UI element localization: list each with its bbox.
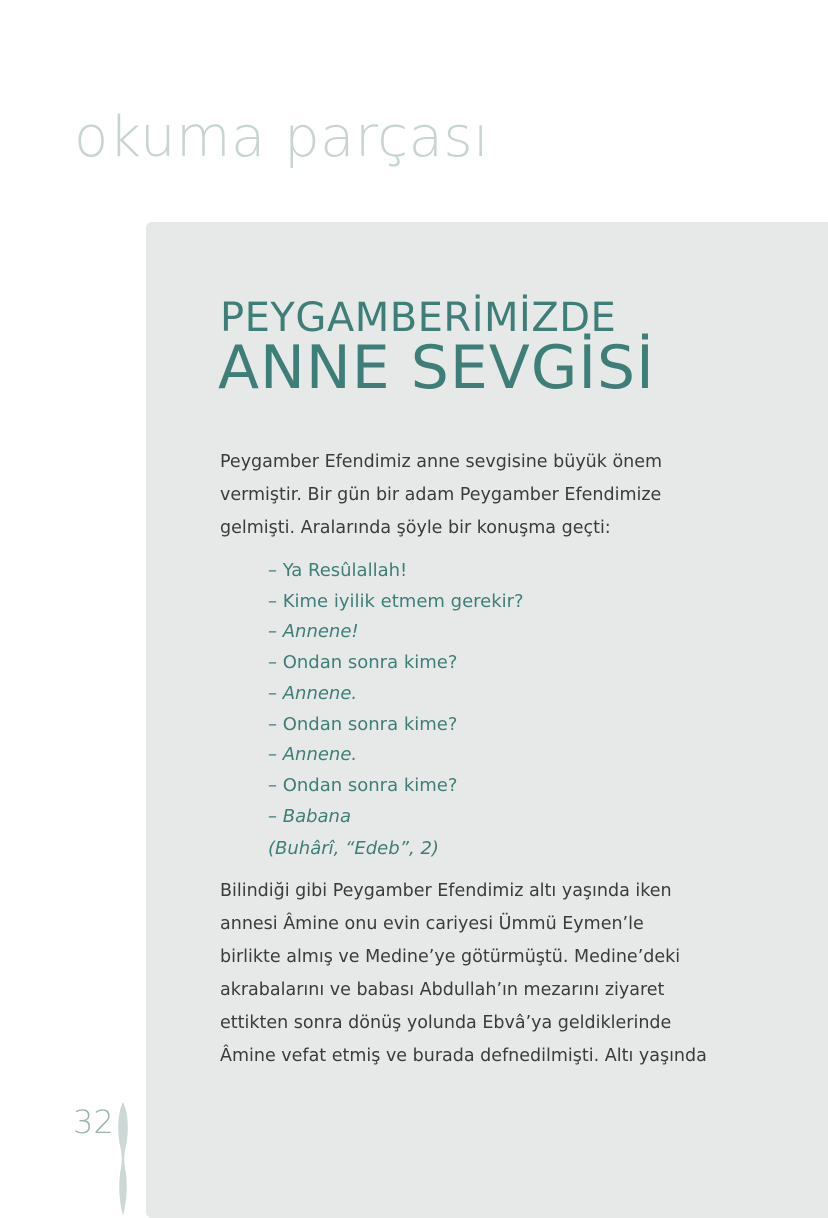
paragraph-line: birlikte almış ve Medine’ye götürmüştü. Medine’deki [220,947,681,967]
section-heading: okuma parçası [74,105,490,170]
dialogue-reply: – Annene. [268,682,358,704]
dialogue-line: – Ondan sonra kime? [268,652,458,674]
paragraph-line: ettikten sonra dönüş yolunda Ebvâ’ya geldiklerinde [220,1013,672,1033]
hadith-citation: (Buhârî, “Edeb”, 2) [268,838,439,859]
dialogue-reply: – Annene. [268,744,358,766]
dialogue-line: – Ondan sonra kime? [268,774,458,796]
paragraph-line: Peygamber Efendimiz anne sevgisine büyük önem [220,452,663,472]
paragraph-line: vermiştir. Bir gün bir adam Peygamber Efendimize [220,485,662,505]
paragraph-line: annesi Âmine onu evin cariyesi Ümmü Eymen’le [220,914,644,934]
dialogue-line: – Ya Resûlallah! [268,560,408,581]
dialogue-reply: – Babana [268,805,351,827]
dialogue-line: – Ondan sonra kime? [268,713,458,735]
story-paragraph [220,875,707,1073]
paragraph-line: Âmine vefat etmiş ve burada defnedilmişti. Altı yaşında [220,1046,707,1066]
paragraph-line: gelmişti. Aralarında şöyle bir konuşma geçti: [220,518,611,538]
paragraph-line: akrabalarını ve babası Abdullah’ın mezarını ziyaret [220,980,665,1000]
paragraph-line: Bilindiği gibi Peygamber Efendimiz altı yaşında iken [220,881,672,901]
intro-paragraph [220,446,700,545]
dialogue-reply: – Annene! [268,621,359,643]
title-line-1: PEYGAMBERİMİZDE [220,295,617,341]
page-ornament-icon [114,1100,132,1218]
title-line-2: ANNE SEVGİSİ [218,333,655,403]
dialogue-line: – Kime iyilik etmem gerekir? [268,590,524,612]
dialogue-list [268,556,524,832]
page-number: 32 [73,1103,114,1141]
